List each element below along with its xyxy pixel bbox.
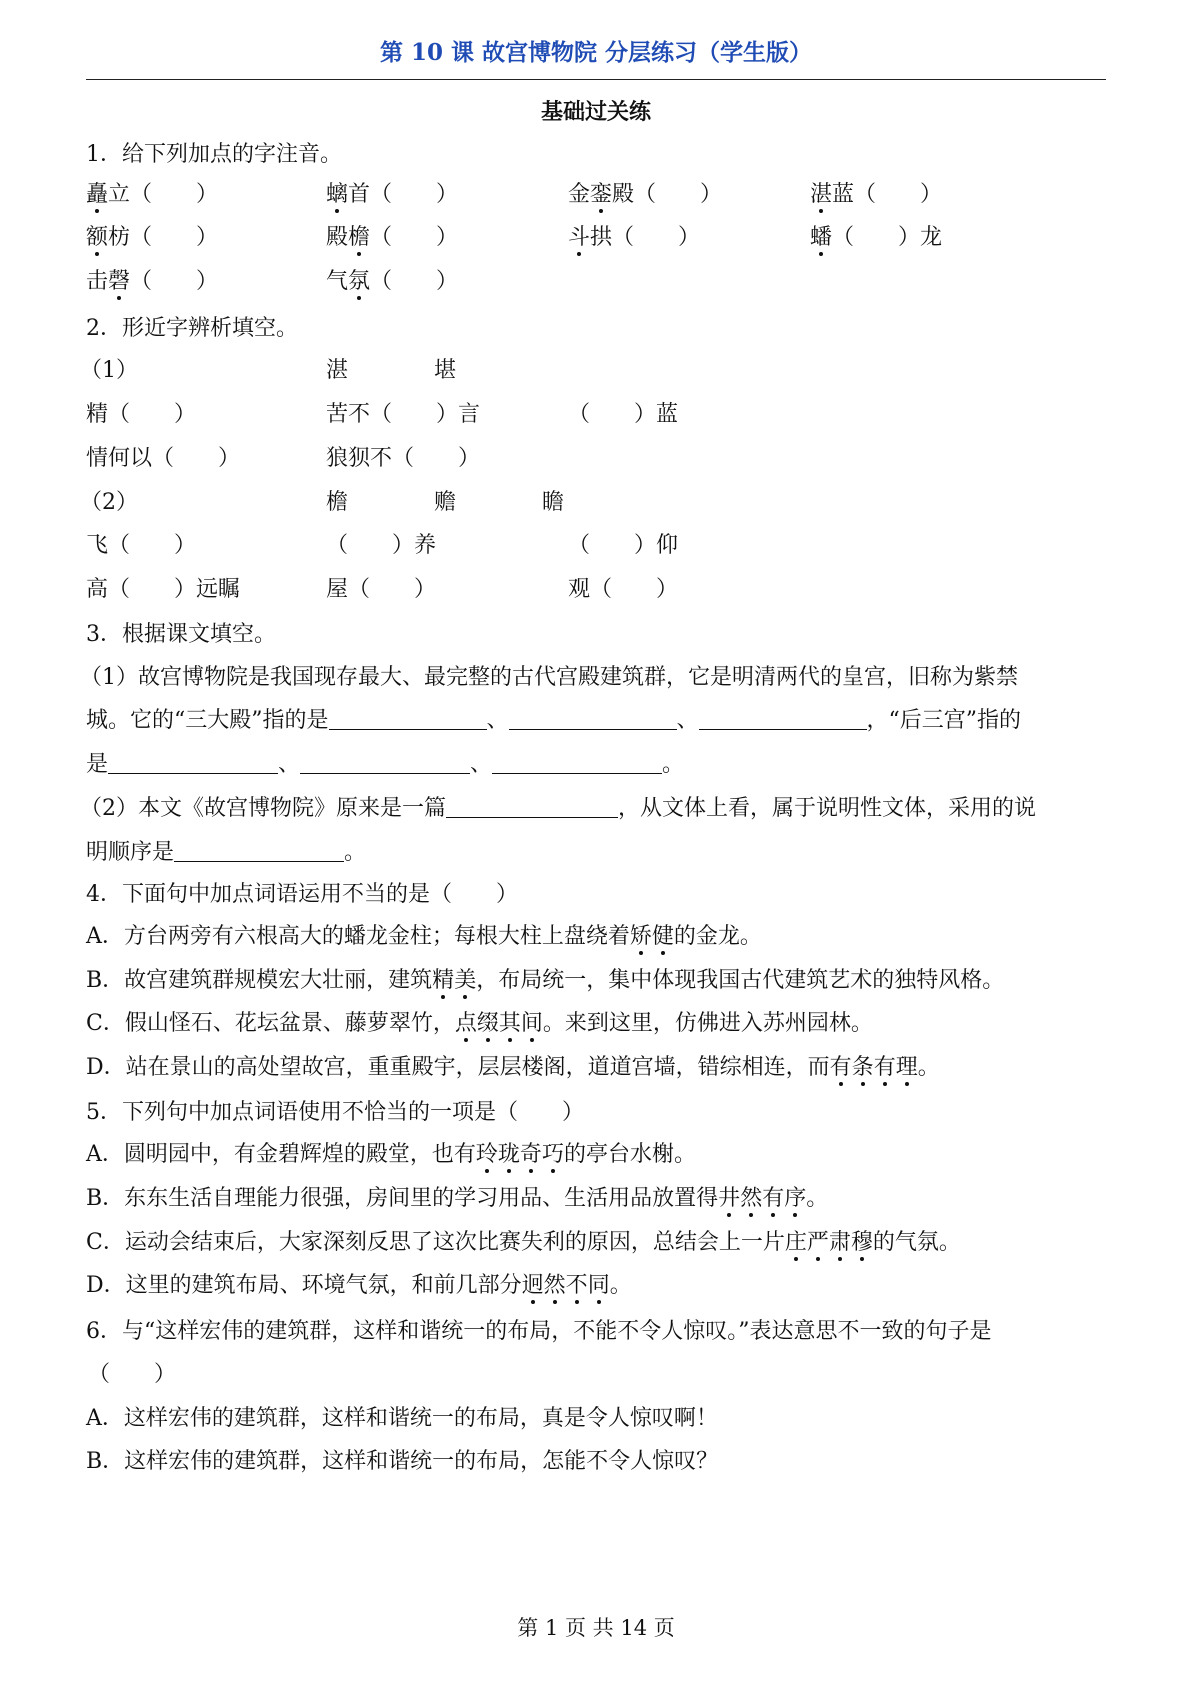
q4-option-c[interactable]: C．假山怪石、花坛盆景、藤萝翠竹，点缀其间。来到这里，仿佛进入苏州园林。: [86, 1009, 873, 1039]
q2-item: 苦不（ ）言: [326, 402, 481, 427]
fill-blank[interactable]: [174, 839, 344, 862]
pinyin-item: 螭首（ ）: [326, 180, 458, 210]
q5-option-c[interactable]: C．运动会结束后，大家深刻反思了这次比赛失利的原因，总结会上一片庄严肃穆的气氛。: [86, 1228, 961, 1258]
q3-part1-line1: （1）故宫博物院是我国现存最大、最完整的古代宫殿建筑群，它是明清两代的皇宫，旧称为紫禁: [80, 665, 1019, 690]
dotted-char: 銮: [590, 180, 612, 210]
dotted-char: 矗: [86, 180, 108, 210]
dotted-char: 湛: [810, 180, 832, 210]
q3-part2-line2: 明顺序是 。: [86, 840, 367, 865]
q6-option-a[interactable]: A．这样宏伟的建筑群，这样和谐统一的布局，真是令人惊叹啊！: [86, 1406, 718, 1431]
pinyin-item: 殿檐（ ）: [326, 223, 458, 253]
q2-item: （ ）仰: [568, 533, 679, 558]
pinyin-item: 金銮殿（ ）: [568, 180, 722, 210]
page-footer: 第 1 页 共 14 页: [517, 1616, 675, 1640]
q4-option-b[interactable]: B．故宫建筑群规模宏大壮丽，建筑精美，布局统一，集中体现我国古代建筑艺术的独特风格。: [86, 966, 1004, 996]
dotted-char: 蟠: [810, 223, 832, 253]
q2-stem: 2．形近字辨析填空。: [86, 316, 298, 341]
q4-stem: 4．下面句中加点词语运用不当的是（ ）: [86, 882, 518, 907]
pinyin-item: 击磬（ ）: [86, 267, 218, 297]
dotted-char: 磬: [108, 267, 130, 297]
q3-part1-line2: 城。它的“三大殿”指的是 、 、 ，“后三宫”指的: [86, 708, 1022, 733]
pinyin-item: 湛蓝（ ）: [810, 180, 942, 210]
dotted-word: 井然有序: [718, 1186, 806, 1211]
q2-item: （ ）养: [326, 533, 437, 558]
q5-option-b[interactable]: B．东东生活自理能力很强，房间里的学习用品、生活用品放置得井然有序。: [86, 1184, 828, 1214]
fill-blank[interactable]: [300, 751, 470, 774]
q5-option-a[interactable]: A．圆明园中，有金碧辉煌的殿堂，也有玲珑奇巧的亭台水榭。: [86, 1140, 696, 1170]
q2-item: 高（ ）远瞩: [86, 577, 241, 602]
pinyin-item: 额枋（ ）: [86, 223, 218, 253]
q2-item: 观（ ）: [568, 577, 679, 602]
dotted-word: 有条有理: [830, 1055, 918, 1080]
dotted-char: 额: [86, 223, 108, 253]
dotted-word: 玲珑奇巧: [476, 1142, 564, 1167]
dotted-word: 迥然不同: [522, 1273, 610, 1298]
q2-group2-char: 檐: [326, 490, 349, 515]
q6-option-b[interactable]: B．这样宏伟的建筑群，这样和谐统一的布局，怎能不令人惊叹？: [86, 1449, 719, 1474]
q6-answer-paren: （ ）: [88, 1362, 177, 1387]
fill-blank[interactable]: [492, 751, 662, 774]
q3-part1-line3: 是 、 、 。: [86, 752, 685, 777]
dotted-word: 点缀其间: [455, 1011, 543, 1036]
q2-group1-label: （1）: [80, 358, 138, 383]
header-divider: [86, 79, 1106, 80]
section-title: 基础过关练: [540, 99, 651, 125]
fill-blank[interactable]: [108, 751, 278, 774]
dotted-char: 氛: [348, 267, 370, 297]
q5-stem: 5．下列句中加点词语使用不恰当的一项是（ ）: [86, 1100, 584, 1125]
dotted-word: 矫健: [630, 924, 674, 949]
worksheet-title: 第 10 课 故宫博物院 分层练习（学生版）: [379, 39, 813, 66]
pinyin-item: 矗立（ ）: [86, 180, 218, 210]
dotted-char: 斗: [568, 223, 590, 253]
q2-item: 飞（ ）: [86, 533, 197, 558]
q2-group2-char: 赡: [434, 490, 457, 515]
fill-blank[interactable]: [699, 707, 867, 730]
q2-group2-label: （2）: [80, 490, 138, 515]
q2-group1-char: 湛: [326, 358, 349, 383]
dotted-word: 庄严肃穆: [785, 1230, 873, 1255]
fill-blank[interactable]: [509, 707, 677, 730]
fill-blank[interactable]: [329, 707, 487, 730]
q2-item: 狼狈不（ ）: [326, 446, 481, 471]
dotted-char: 螭: [326, 180, 348, 210]
q2-item: 屋（ ）: [326, 577, 437, 602]
dotted-char: 檐: [348, 223, 370, 253]
q3-stem: 3．根据课文填空。: [86, 622, 276, 647]
fill-blank[interactable]: [446, 795, 618, 818]
q6-stem: 6．与“这样宏伟的建筑群，这样和谐统一的布局，不能不令人惊叹。”表达意思不一致的句子是: [86, 1319, 992, 1344]
q4-option-d[interactable]: D．站在景山的高处望故宫，重重殿宇，层层楼阁，道道宫墙，错综相连，而有条有理。: [86, 1053, 940, 1083]
q1-stem: 1．给下列加点的字注音。: [86, 142, 342, 167]
q2-item: 精（ ）: [86, 402, 197, 427]
pinyin-item: 蟠（ ）龙: [810, 223, 942, 253]
q3-part2-line1: （2）本文《故宫博物院》原来是一篇 ，从文体上看，属于说明性文体，采用的说: [80, 796, 1037, 821]
dotted-word: 精美: [432, 968, 476, 993]
q2-item: 情何以（ ）: [86, 446, 241, 471]
q2-item: （ ）蓝: [568, 402, 679, 427]
q2-group1-char: 堪: [434, 358, 457, 383]
q4-option-a[interactable]: A．方台两旁有六根高大的蟠龙金柱；每根大柱上盘绕着矫健的金龙。: [86, 922, 762, 952]
pinyin-item: 气氛（ ）: [326, 267, 458, 297]
pinyin-item: 斗拱（ ）: [568, 223, 700, 253]
q2-group2-char: 瞻: [542, 490, 565, 515]
q5-option-d[interactable]: D．这里的建筑布局、环境气氛，和前几部分迥然不同。: [86, 1271, 632, 1301]
